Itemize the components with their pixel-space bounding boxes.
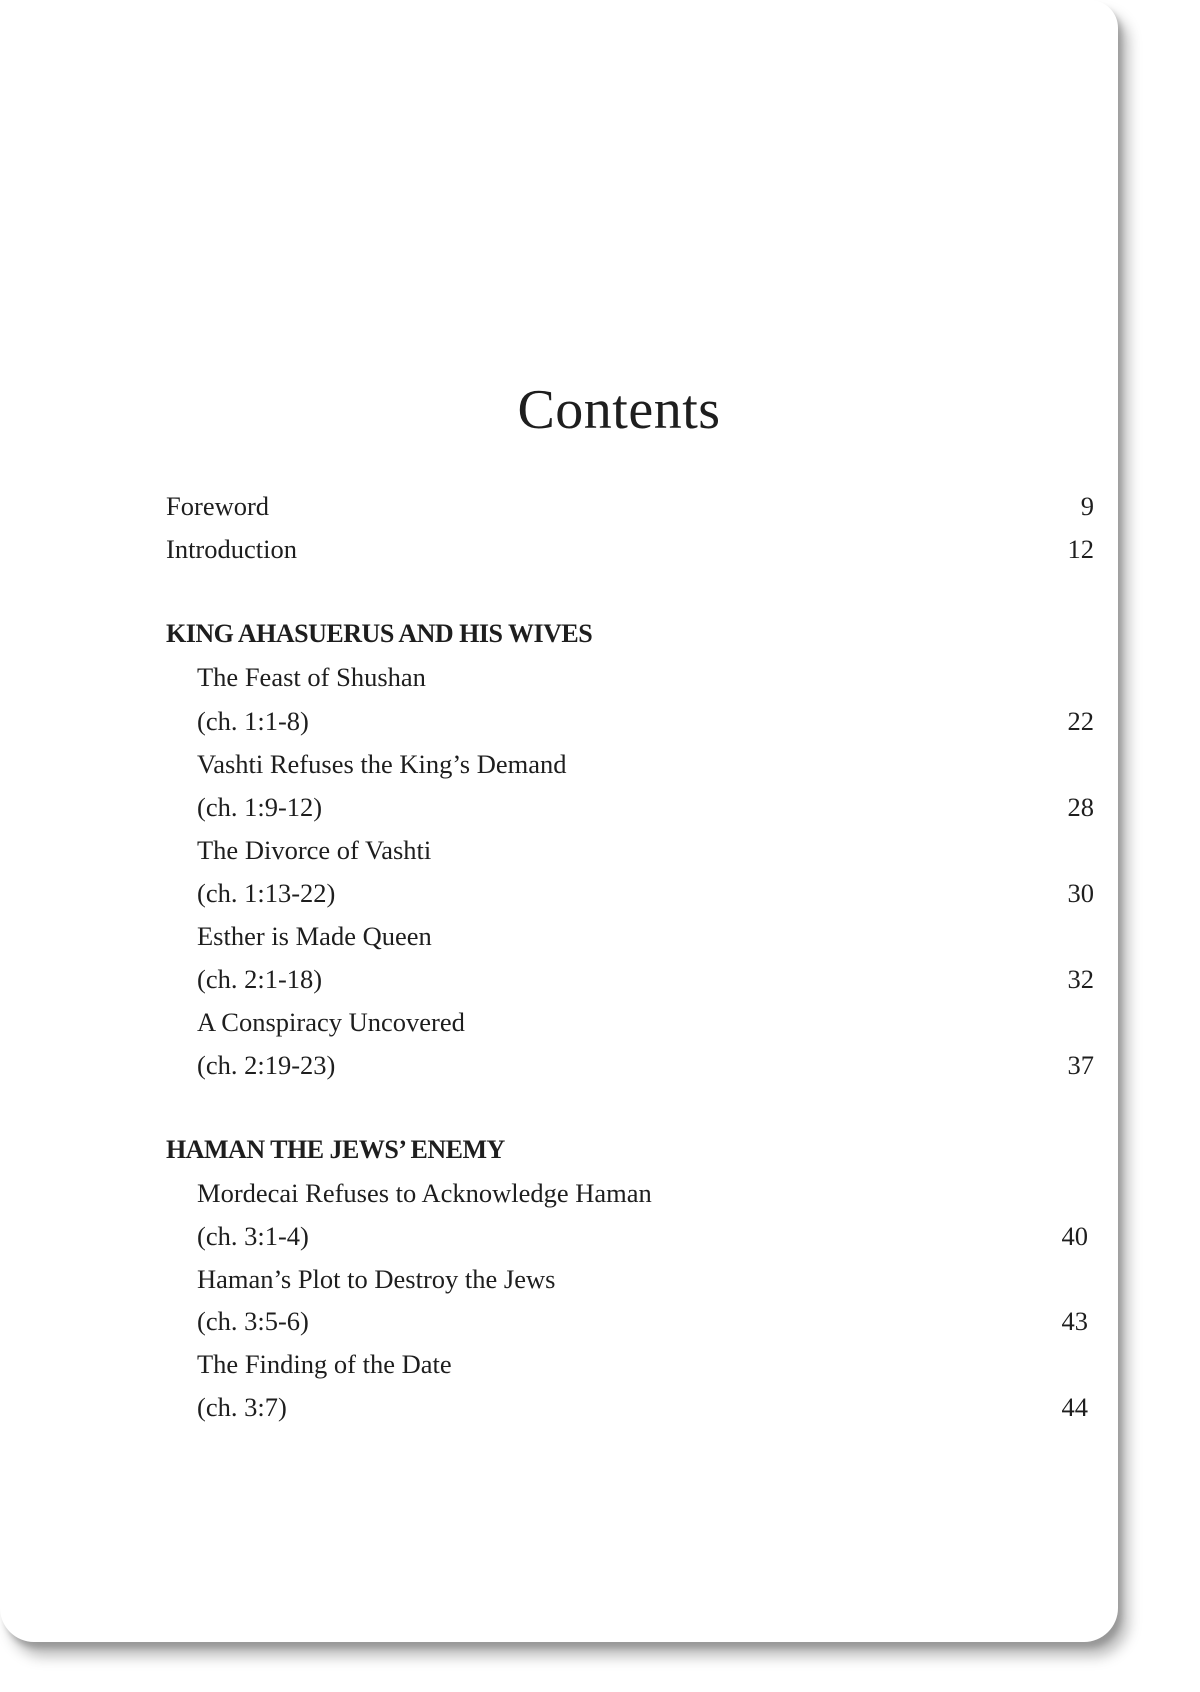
toc-page-number: 37 bbox=[1067, 1050, 1094, 1080]
toc-section-heading: KING AHASUERUS AND HIS WIVES bbox=[166, 619, 593, 648]
toc-item-label: Foreword bbox=[166, 491, 270, 521]
toc-page-number: 12 bbox=[1067, 534, 1094, 564]
page-title: Contents bbox=[517, 379, 721, 441]
toc-page-number: 40 bbox=[1061, 1221, 1088, 1251]
toc-page-number: 32 bbox=[1067, 964, 1094, 994]
book-page: Contents Foreword 9 Introduction 12 KING AHASUERUS AND HIS WIVES The Feast of Shushan (ch. 1:1-8) 22 Vashti Refuses the King’s Demand (ch. 1:9-12) 28 The Divorce of Vashti (ch. 1:13-22) 30 Esther is Made Queen (ch. 2:1-18) 32 A Conspiracy Uncovered (ch. 2:19-23) 37 HAMAN THE JEWS’ ENEMY Mordecai Refuses to Acknowledge Haman (ch. 3:1-4) 40 Haman’s Plot to Destroy the Jews (ch. 3:5-6) 43 The Finding of the Date (ch. 3:7) 44 bbox=[0, 0, 1118, 1642]
toc-item-label: Introduction bbox=[166, 534, 297, 564]
toc-page-number: 30 bbox=[1067, 878, 1094, 908]
toc-page-number: 44 bbox=[1061, 1392, 1088, 1422]
toc-page-number: 22 bbox=[1067, 706, 1094, 736]
toc-page-number: 43 bbox=[1061, 1306, 1088, 1336]
toc-section-heading: HAMAN THE JEWS’ ENEMY bbox=[166, 1135, 505, 1164]
toc-page-number: 28 bbox=[1067, 792, 1094, 822]
toc-page-number: 9 bbox=[1080, 491, 1094, 521]
